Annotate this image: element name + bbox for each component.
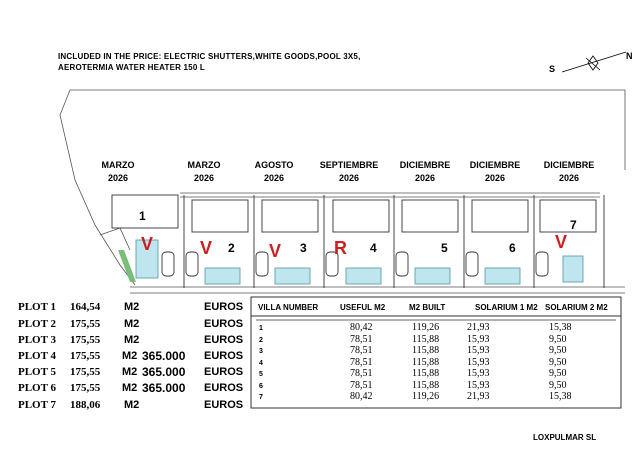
villa-4-date: SEPTIEMBRE 2026 — [319, 160, 379, 183]
table-header-solarium-1: SOLARIUM 1 M2 — [475, 303, 538, 312]
compass-south-label: S — [549, 64, 556, 74]
useful-m2-cell: 78,51 — [350, 333, 373, 345]
plot-unit: M2 — [124, 301, 140, 313]
villa-number-cell: 7 — [259, 394, 263, 401]
villa-number-cell: 2 — [259, 336, 263, 344]
villa-1-status-mark: V — [141, 234, 154, 254]
villa-2-number: 2 — [228, 241, 235, 255]
plot-currency: EUROS — [204, 366, 244, 378]
villa-number-cell: 6 — [259, 382, 263, 390]
useful-m2-cell: 78,51 — [350, 368, 373, 379]
m2-built-cell: 119,26 — [412, 322, 440, 333]
useful-m2-cell: 78,51 — [350, 379, 373, 391]
plot-unit: M2 — [122, 350, 138, 362]
solarium-2-cell: 9,50 — [549, 345, 567, 356]
table-header-villa-number: VILLA NUMBER — [258, 303, 319, 312]
villa-7-status-mark: V — [555, 232, 568, 252]
plot-label: PLOT 2 — [18, 318, 57, 330]
villa-2-status-mark: V — [200, 238, 213, 258]
solarium-1-cell: 15,93 — [467, 368, 490, 379]
solarium-2-cell: 15,38 — [549, 391, 572, 402]
villa-1-number: 1 — [139, 209, 146, 223]
villa-number-cell: 3 — [259, 348, 263, 355]
plot-area: 175,55 — [70, 334, 101, 346]
villa-number-cell: 5 — [259, 371, 263, 378]
villa-3-date: AGOSTO 2026 — [254, 160, 294, 183]
table-header-useful-m2: USEFUL M2 — [340, 303, 386, 312]
villa-7-number: 7 — [570, 218, 577, 232]
table-header-solarium-2: SOLARIUM 2 M2 — [545, 303, 608, 312]
villa-5-number: 5 — [441, 241, 448, 255]
company-name: LOXPULMAR SL — [533, 433, 597, 442]
plot-currency: EUROS — [204, 399, 244, 411]
plot-unit: M2 — [124, 318, 140, 330]
plot-currency: EUROS — [204, 350, 244, 362]
villa-4-status-mark: R — [334, 238, 347, 258]
plot-label: PLOT 1 — [18, 301, 57, 313]
solarium-2-cell: 9,50 — [549, 333, 567, 345]
solarium-2-cell: 9,50 — [549, 379, 567, 391]
solarium-1-cell: 15,93 — [467, 333, 490, 345]
m2-built-cell: 119,26 — [412, 391, 440, 402]
plot-unit: M2 — [122, 382, 138, 394]
villa-4-number: 4 — [370, 241, 377, 255]
solarium-1-cell: 15,93 — [467, 379, 490, 391]
solarium-1-cell: 21,93 — [467, 322, 490, 333]
villa-number-cell: 4 — [259, 359, 263, 367]
solarium-1-cell: 15,93 — [467, 356, 490, 368]
plot-area: 175,55 — [70, 382, 101, 394]
villa-6-number: 6 — [509, 241, 516, 255]
plot-unit: M2 — [124, 399, 140, 411]
plot-label: PLOT 7 — [18, 399, 57, 411]
villa-3-number: 3 — [300, 241, 307, 255]
solarium-1-cell: 15,93 — [467, 345, 490, 356]
villa-7-date: DICIEMBRE 2026 — [543, 160, 595, 183]
villa-6-date: DICIEMBRE 2026 — [469, 160, 521, 183]
m2-built-cell: 115,88 — [412, 345, 440, 356]
plot-area: 175,55 — [70, 366, 101, 378]
solarium-2-cell: 9,50 — [549, 356, 567, 368]
compass-north-label: N — [626, 51, 633, 61]
solarium-1-cell: 21,93 — [467, 391, 490, 402]
villa-number-cell: 1 — [259, 325, 263, 332]
plot-currency: EUROS — [204, 382, 244, 394]
plot-unit: M2 — [122, 366, 138, 378]
plot-area: 188,06 — [70, 399, 101, 411]
m2-built-cell: 115,88 — [412, 379, 440, 391]
plot-currency: EUROS — [204, 301, 244, 313]
solarium-2-cell: 9,50 — [549, 368, 567, 379]
m2-built-cell: 115,88 — [412, 368, 440, 379]
villa-5-date: DICIEMBRE 2026 — [399, 160, 451, 183]
villa-2-date: MARZO 2026 — [187, 160, 221, 183]
solarium-2-cell: 15,38 — [549, 322, 572, 333]
plot-area: 175,55 — [70, 350, 101, 362]
useful-m2-cell: 80,42 — [350, 391, 373, 402]
plot-price: 365.000 — [142, 381, 186, 395]
useful-m2-cell: 78,51 — [350, 356, 373, 368]
useful-m2-cell: 80,42 — [350, 322, 373, 333]
included-note-line2: AEROTERMIA WATER HEATER 150 L — [58, 63, 205, 72]
plot-label: PLOT 4 — [18, 350, 57, 362]
m2-built-cell: 115,88 — [412, 333, 440, 345]
plot-area: 175,55 — [70, 318, 101, 330]
plot-currency: EUROS — [204, 318, 244, 330]
plot-label: PLOT 5 — [18, 366, 57, 378]
plot-currency: EUROS — [204, 334, 244, 346]
plot-label: PLOT 6 — [18, 382, 57, 394]
m2-built-cell: 115,88 — [412, 356, 440, 368]
useful-m2-cell: 78,51 — [350, 345, 373, 356]
plot-area: 164,54 — [70, 301, 101, 313]
plot-unit: M2 — [124, 334, 140, 346]
villa-1-date: MARZO 2026 — [101, 160, 135, 183]
plot-price: 365.000 — [142, 349, 186, 363]
villa-3-status-mark: V — [269, 241, 282, 261]
plot-label: PLOT 3 — [18, 334, 57, 346]
included-note-line1: INCLUDED IN THE PRICE: ELECTRIC SHUTTERS,WHITE GOODS,POOL 3X5, — [58, 52, 361, 61]
table-header-m2-built: M2 BUILT — [409, 303, 446, 312]
plot-price: 365.000 — [142, 365, 186, 379]
